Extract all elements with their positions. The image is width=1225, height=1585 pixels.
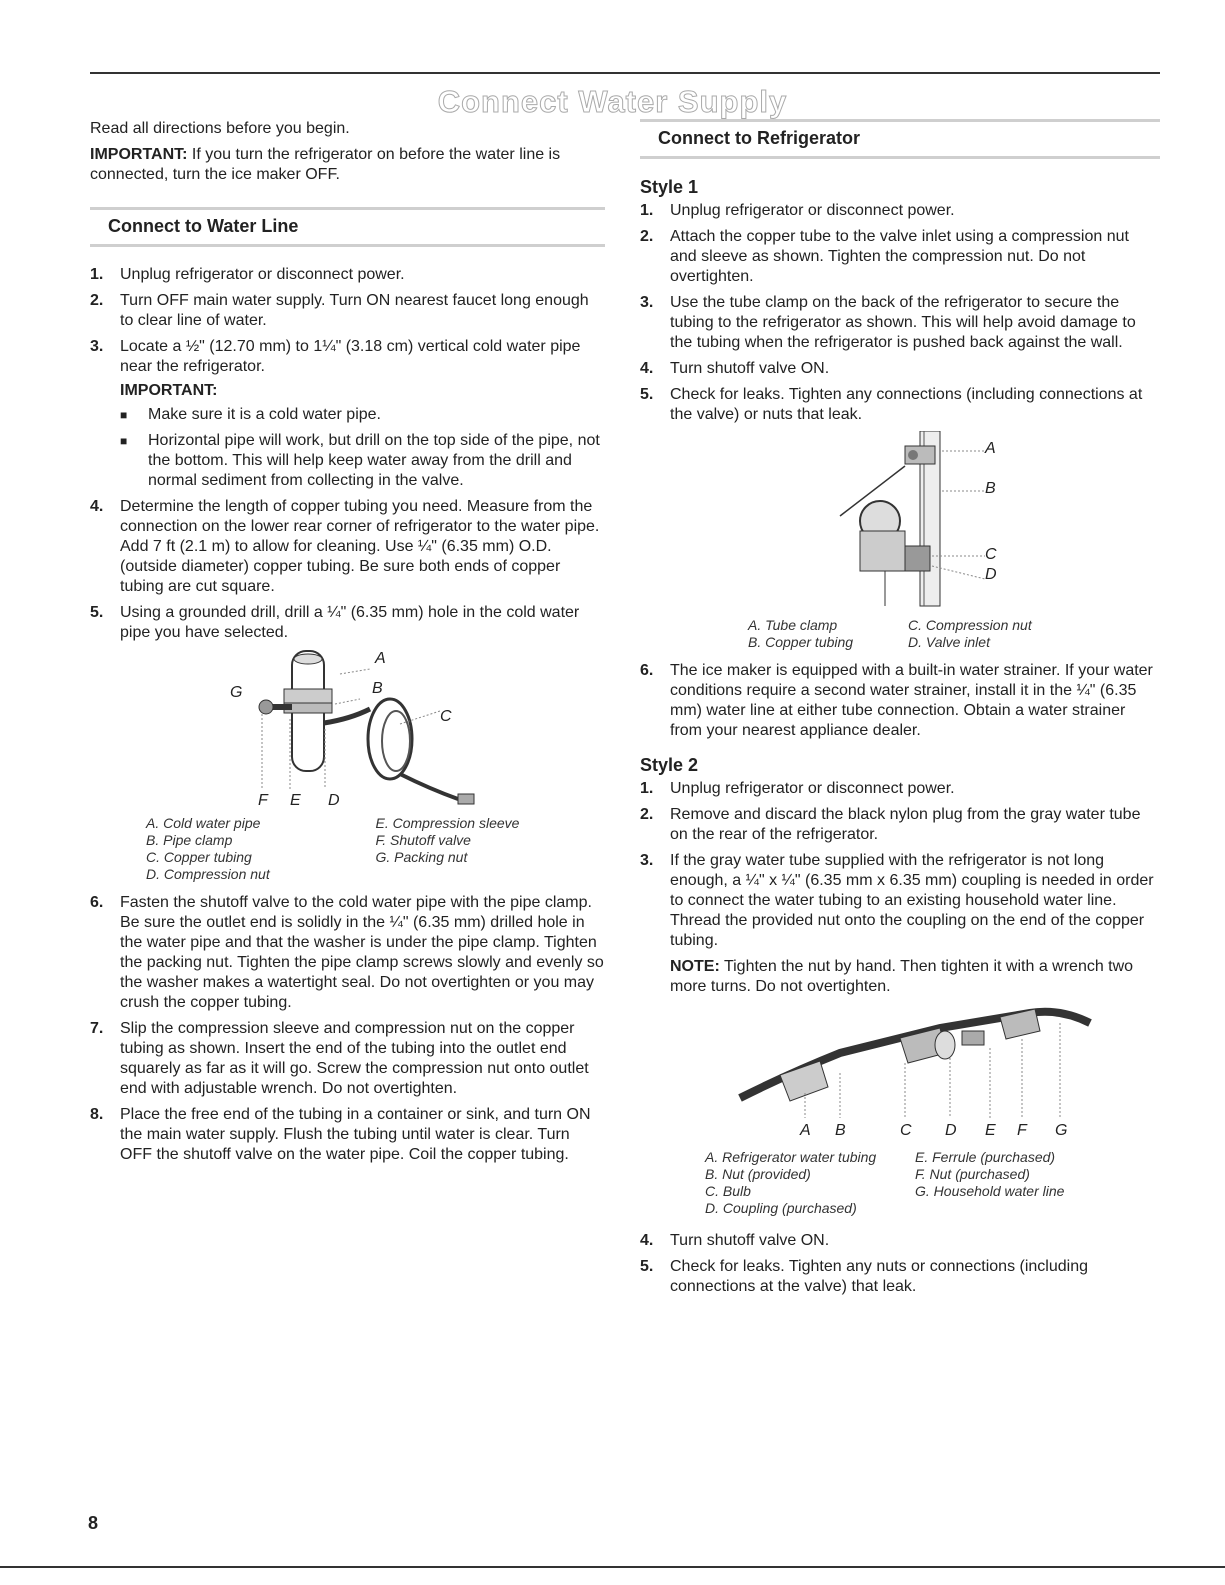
fig-label-d: D: [328, 792, 340, 809]
figure2-legend: [705, 1149, 1125, 1217]
water-pipe-figure: [90, 649, 605, 809]
step3-important-label: IMPORTANT:: [120, 382, 218, 399]
list-item: 4. Turn shutoff valve ON.: [640, 1232, 830, 1249]
water-line-steps-continued: [90, 893, 605, 1165]
list-item: 4. Determine the length of copper tubing you need. Measure from the connection on the lower rear corner of refrigerator to the water pipe. Add 7 ft (2.1 m) to allow for cleaning. Use ¼" (6.35 mm) O.D. (outside diameter) copper tubing. Be sure both ends of copper tubing are cut square.: [90, 498, 600, 595]
list-item: 3. Locate a ½" (12.70 mm) to 1¼" (3.18 cm) vertical cold water pipe near the refrigerator. IMPORTANT: ■ Make sure it is a cold water pipe. ■ Horizontal pipe will work, but drill on the top side of the pipe, not the bottom. This will help keep water away from the drill and normal sediment from collecting in the valve.: [90, 337, 605, 491]
note: [670, 957, 1160, 997]
legend-item: F. Nut (purchased): [915, 1166, 1030, 1182]
list-item: 5. Using a grounded drill, drill a ¼" (6.35 mm) hole in the cold water pipe you have selected.: [90, 604, 580, 641]
fig2-label-d: D: [945, 1122, 957, 1139]
legend-item: B. Nut (provided): [705, 1166, 811, 1182]
legend-item: D. Valve inlet: [908, 634, 990, 650]
legend-item: A. Cold water pipe: [146, 815, 261, 831]
fig1-label-c: C: [985, 546, 997, 563]
legend-item: E. Compression sleeve: [375, 815, 520, 831]
style2-steps: [640, 779, 1160, 997]
important-label: IMPORTANT:: [90, 146, 188, 163]
shutoff-valve-illustration: [200, 649, 580, 809]
section-connect-water-line: Connect to Water Line: [90, 207, 605, 247]
style2-heading: Style 2: [640, 755, 699, 775]
right-column: [640, 119, 1160, 1303]
style1-steps: [640, 201, 1160, 425]
important-note: [90, 145, 605, 185]
list-item: 2. Remove and discard the black nylon plug from the gray water tube on the rear of the refrigerator.: [640, 806, 1141, 843]
list-item: 1. Unplug refrigerator or disconnect power.: [90, 266, 405, 283]
valve-inlet-figure: [640, 431, 1160, 611]
list-item: ■ Make sure it is a cold water pipe.: [120, 405, 605, 425]
legend-item: E. Ferrule (purchased): [915, 1149, 1056, 1165]
fig2-label-g: G: [1055, 1122, 1068, 1139]
fig-label-g: G: [230, 684, 243, 701]
legend-item: A. Refrigerator water tubing: [705, 1149, 877, 1165]
list-item: 6. The ice maker is equipped with a built-in water strainer. If your water conditions require a second water strainer, install it in the ¼" (6.35 mm) water line at either tube connection. Obtain a water strainer from your nearest appliance dealer.: [640, 662, 1153, 739]
fig2-label-c: C: [900, 1122, 912, 1139]
fig2-label-a: A: [800, 1122, 811, 1139]
list-item: 2. Turn OFF main water supply. Turn ON nearest faucet long enough to clear line of water.: [90, 292, 589, 329]
fig1-label-b: B: [985, 480, 996, 497]
fig2-label-f: F: [1017, 1122, 1027, 1139]
page-title: Connect Water Supply: [437, 84, 788, 119]
fig-label-e: E: [290, 792, 301, 809]
fig-label-b: B: [372, 680, 383, 697]
fig1-label-d: D: [985, 566, 997, 583]
list-item: 2. Attach the copper tube to the valve inlet using a compression nut and sleeve as shown. Tighten the compression nut. Do not overtighten.: [640, 228, 1129, 285]
fig-label-c: C: [440, 708, 452, 725]
list-item: 3. Use the tube clamp on the back of the refrigerator to secure the tubing to the refrigerator as shown. This will help avoid damage to the tubing when the refrigerator is pushed back against the wall.: [640, 294, 1136, 351]
step3-bullets: [120, 405, 605, 491]
note-label: NOTE:: [670, 958, 720, 975]
figure-legend: [146, 815, 605, 883]
list-item: 6. Fasten the shutoff valve to the cold water pipe with the pipe clamp. Be sure the outlet end is solidly in the ¼" (6.35 mm) drilled hole in the water pipe and that the washer is under the pipe clamp. Tighten the packing nut. Tighten the pipe clamp screws slowly and evenly so the washer makes a watertight seal. Do not overtighten or you may crush the copper tubing.: [90, 894, 604, 1011]
list-item: 1. Unplug refrigerator or disconnect power.: [640, 780, 955, 797]
note-text: Tighten the nut by hand. Then tighten it with a wrench two more turns. Do not overtighten.: [670, 958, 1134, 995]
style1-heading: Style 1: [640, 177, 699, 197]
legend-item: D. Coupling (purchased): [705, 1200, 857, 1216]
water-line-steps: [90, 265, 605, 643]
bottom-rule: [0, 1566, 1225, 1568]
list-item: 8. Place the free end of the tubing in a container or sink, and turn ON the main water supply. Flush the tubing until water is clear. Turn OFF the shutoff valve on the water pipe. Coil the copper tubing.: [90, 1106, 591, 1163]
legend-item: C. Copper tubing: [146, 849, 252, 865]
list-item: 1. Unplug refrigerator or disconnect power.: [640, 202, 955, 219]
important-text: If you turn the refrigerator on before the water line is connected, turn the ice maker OFF.: [90, 146, 561, 183]
fig2-label-b: B: [835, 1122, 846, 1139]
section-connect-refrigerator: Connect to Refrigerator: [640, 119, 1160, 159]
list-item: 5. Check for leaks. Tighten any nuts or connections (including connections at the valve) that leak.: [640, 1258, 1089, 1295]
legend-item: F. Shutoff valve: [375, 832, 471, 848]
page-number: 8: [88, 1513, 99, 1533]
list-item: 3. If the gray water tube supplied with the refrigerator is not long enough, a ¼" x ¼" (6.35 mm x 6.35 mm) coupling is needed in order to connect the water tubing to an existing household water line. Thread the provided nut onto the coupling on the end of the copper tubing. NOTE: Tighten the nut by hand. Then tighten it with a wrench two more turns. Do not overtighten.: [640, 851, 1160, 997]
legend-item: B. Pipe clamp: [146, 832, 233, 848]
legend-item: C. Bulb: [705, 1183, 751, 1199]
legend-item: A. Tube clamp: [748, 617, 838, 633]
fig1-label-a: A: [985, 440, 996, 457]
fig-label-f: F: [258, 792, 268, 809]
legend-item: G. Household water line: [915, 1183, 1065, 1199]
style1-steps-continued: [640, 661, 1160, 741]
coupling-figure: [640, 1003, 1160, 1143]
left-column: [90, 119, 605, 1171]
list-item: 5. Check for leaks. Tighten any connections (including connections at the valve) or nuts that leak.: [640, 386, 1143, 423]
top-rule: [90, 72, 1160, 74]
legend-item: C. Compression nut: [908, 617, 1032, 633]
list-item: 4. Turn shutoff valve ON.: [640, 360, 830, 377]
fig2-label-e: E: [985, 1122, 996, 1139]
list-item: 7. Slip the compression sleeve and compression nut on the copper tubing as shown. Insert the end of the tubing into the outlet end squarely as far as it will go. Screw the compression nut onto outlet end with adjustable wrench. Do not overtighten.: [90, 1020, 589, 1097]
legend-item: D. Compression nut: [146, 866, 270, 882]
list-item: ■ Horizontal pipe will work, but drill on the top side of the pipe, not the bottom. This will help keep water away from the drill and normal sediment from collecting in the valve.: [120, 431, 605, 491]
fig-label-a: A: [375, 650, 386, 667]
legend-item: B. Copper tubing: [748, 634, 854, 650]
figure1-legend: [748, 617, 1068, 651]
intro-text: Read all directions before you begin.: [90, 120, 350, 137]
coupling-illustration: [700, 1003, 1120, 1123]
legend-item: G. Packing nut: [375, 849, 468, 865]
style2-steps-continued: [640, 1231, 1160, 1297]
